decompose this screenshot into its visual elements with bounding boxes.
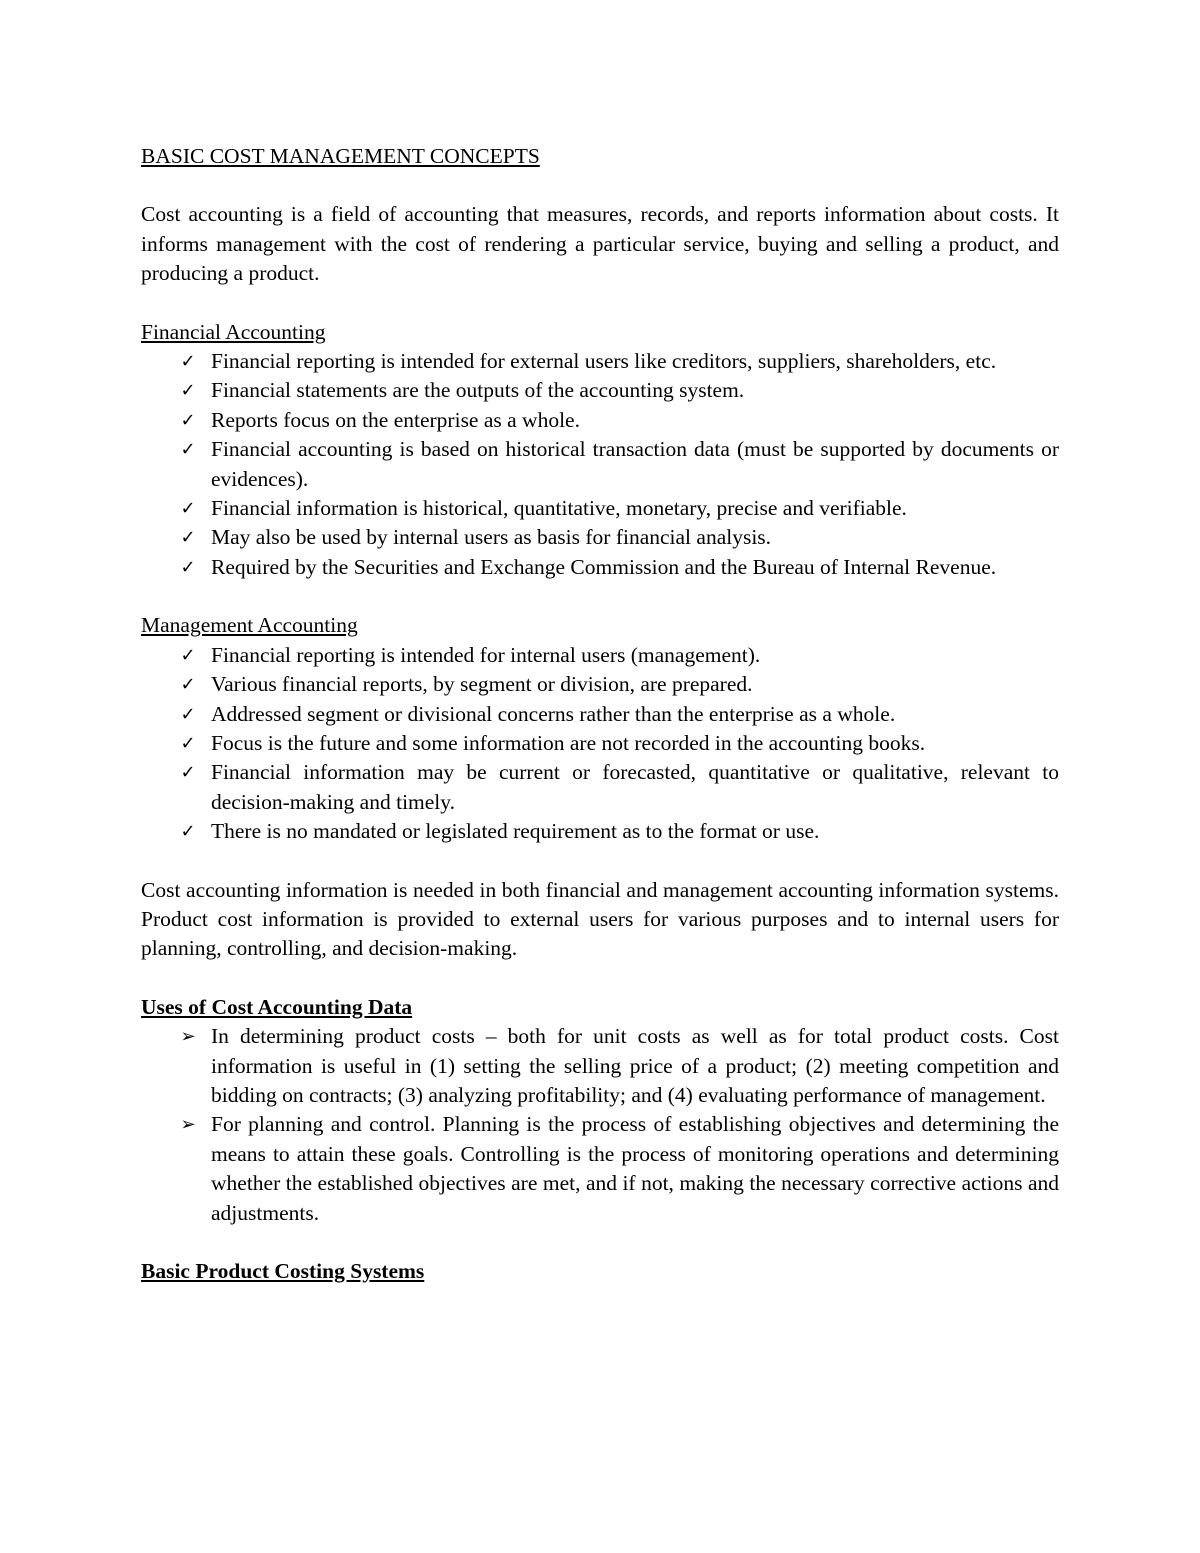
arrow-bullet-icon: ➢ bbox=[180, 1114, 196, 1136]
list-item-text: Financial statements are the outputs of the accounting system. bbox=[211, 378, 745, 403]
list-item-text: Financial information is historical, quantitative, monetary, precise and verifiable. bbox=[211, 496, 907, 521]
list-item-text: Financial reporting is intended for internal users (management). bbox=[211, 642, 761, 667]
list-item bbox=[141, 817, 1059, 846]
checkmark-icon: ✓ bbox=[180, 674, 196, 696]
checkmark-icon: ✓ bbox=[180, 351, 196, 373]
cost-info-paragraph: Cost accounting information is needed in both financial and management accounting information systems. Product cost information is provided to external users for various purposes and to internal users for planning, controlling, and decision-making. bbox=[141, 877, 1059, 961]
checkmark-icon: ✓ bbox=[180, 439, 196, 461]
checkmark-icon: ✓ bbox=[180, 527, 196, 549]
management-accounting-heading: Management Accounting bbox=[141, 613, 358, 638]
intro-paragraph: Cost accounting is a field of accounting that measures, records, and reports information about costs. It informs management with the cost of rendering a particular service, buying and selling a product, and producing a product. bbox=[141, 202, 1059, 286]
list-item-text: For planning and control. Planning is the process of establishing objectives and determining the means to attain these goals. Controlling is the process of monitoring operations and determining whether the established objectives are met, and if not, making the necessary corrective actions and adjustments. bbox=[211, 1112, 1059, 1225]
uses-list bbox=[141, 1022, 1059, 1228]
list-item-text: In determining product costs – both for unit costs as well as for total product costs. Cost information is useful in (1) setting the selling price of a product; (2) meeting competition and bidding on contracts; (3) analyzing profitability; and (4) evaluating performance of management. bbox=[211, 1024, 1059, 1107]
checkmark-icon: ✓ bbox=[180, 498, 196, 520]
list-item-text: Financial reporting is intended for external users like creditors, suppliers, shareholders, etc. bbox=[211, 349, 997, 374]
financial-accounting-list bbox=[141, 347, 1059, 582]
list-item bbox=[141, 641, 1059, 670]
list-item bbox=[141, 758, 1059, 817]
checkmark-icon: ✓ bbox=[180, 762, 196, 784]
list-item bbox=[141, 1022, 1059, 1110]
checkmark-icon: ✓ bbox=[180, 409, 196, 431]
uses-heading: Uses of Cost Accounting Data bbox=[141, 994, 413, 1019]
list-item bbox=[141, 1110, 1059, 1228]
list-item-text: Financial accounting is based on historical transaction data (must be supported by documents or evidences). bbox=[211, 437, 1059, 491]
checkmark-icon: ✓ bbox=[180, 380, 196, 402]
list-item-text: Required by the Securities and Exchange Commission and the Bureau of Internal Revenue. bbox=[211, 554, 997, 579]
arrow-bullet-icon: ➢ bbox=[180, 1026, 196, 1048]
checkmark-icon: ✓ bbox=[180, 644, 196, 666]
checkmark-icon: ✓ bbox=[180, 732, 196, 754]
list-item bbox=[141, 670, 1059, 699]
list-item-text: Focus is the future and some information are not recorded in the accounting books. bbox=[211, 730, 926, 755]
financial-accounting-heading: Financial Accounting bbox=[141, 319, 326, 344]
list-item bbox=[141, 729, 1059, 758]
costing-systems-heading: Basic Product Costing Systems bbox=[141, 1259, 425, 1283]
management-accounting-list bbox=[141, 641, 1059, 847]
list-item-text: There is no mandated or legislated requirement as to the format or use. bbox=[211, 819, 820, 844]
list-item bbox=[141, 435, 1059, 494]
list-item bbox=[141, 347, 1059, 376]
list-item-text: Financial information may be current or forecasted, quantitative or qualitative, relevant to decision-making and timely. bbox=[211, 760, 1059, 814]
list-item-text: Addressed segment or divisional concerns rather than the enterprise as a whole. bbox=[211, 701, 896, 726]
checkmark-icon: ✓ bbox=[180, 556, 196, 578]
document-page bbox=[141, 142, 1059, 1286]
list-item bbox=[141, 376, 1059, 405]
list-item bbox=[141, 700, 1059, 729]
list-item bbox=[141, 406, 1059, 435]
page-title: BASIC COST MANAGEMENT CONCEPTS bbox=[141, 144, 540, 168]
list-item bbox=[141, 523, 1059, 552]
checkmark-icon: ✓ bbox=[180, 821, 196, 843]
list-item bbox=[141, 494, 1059, 523]
checkmark-icon: ✓ bbox=[180, 703, 196, 725]
list-item bbox=[141, 553, 1059, 582]
list-item-text: Reports focus on the enterprise as a whole. bbox=[211, 407, 580, 432]
list-item-text: May also be used by internal users as basis for financial analysis. bbox=[211, 525, 772, 550]
list-item-text: Various financial reports, by segment or division, are prepared. bbox=[211, 672, 753, 697]
